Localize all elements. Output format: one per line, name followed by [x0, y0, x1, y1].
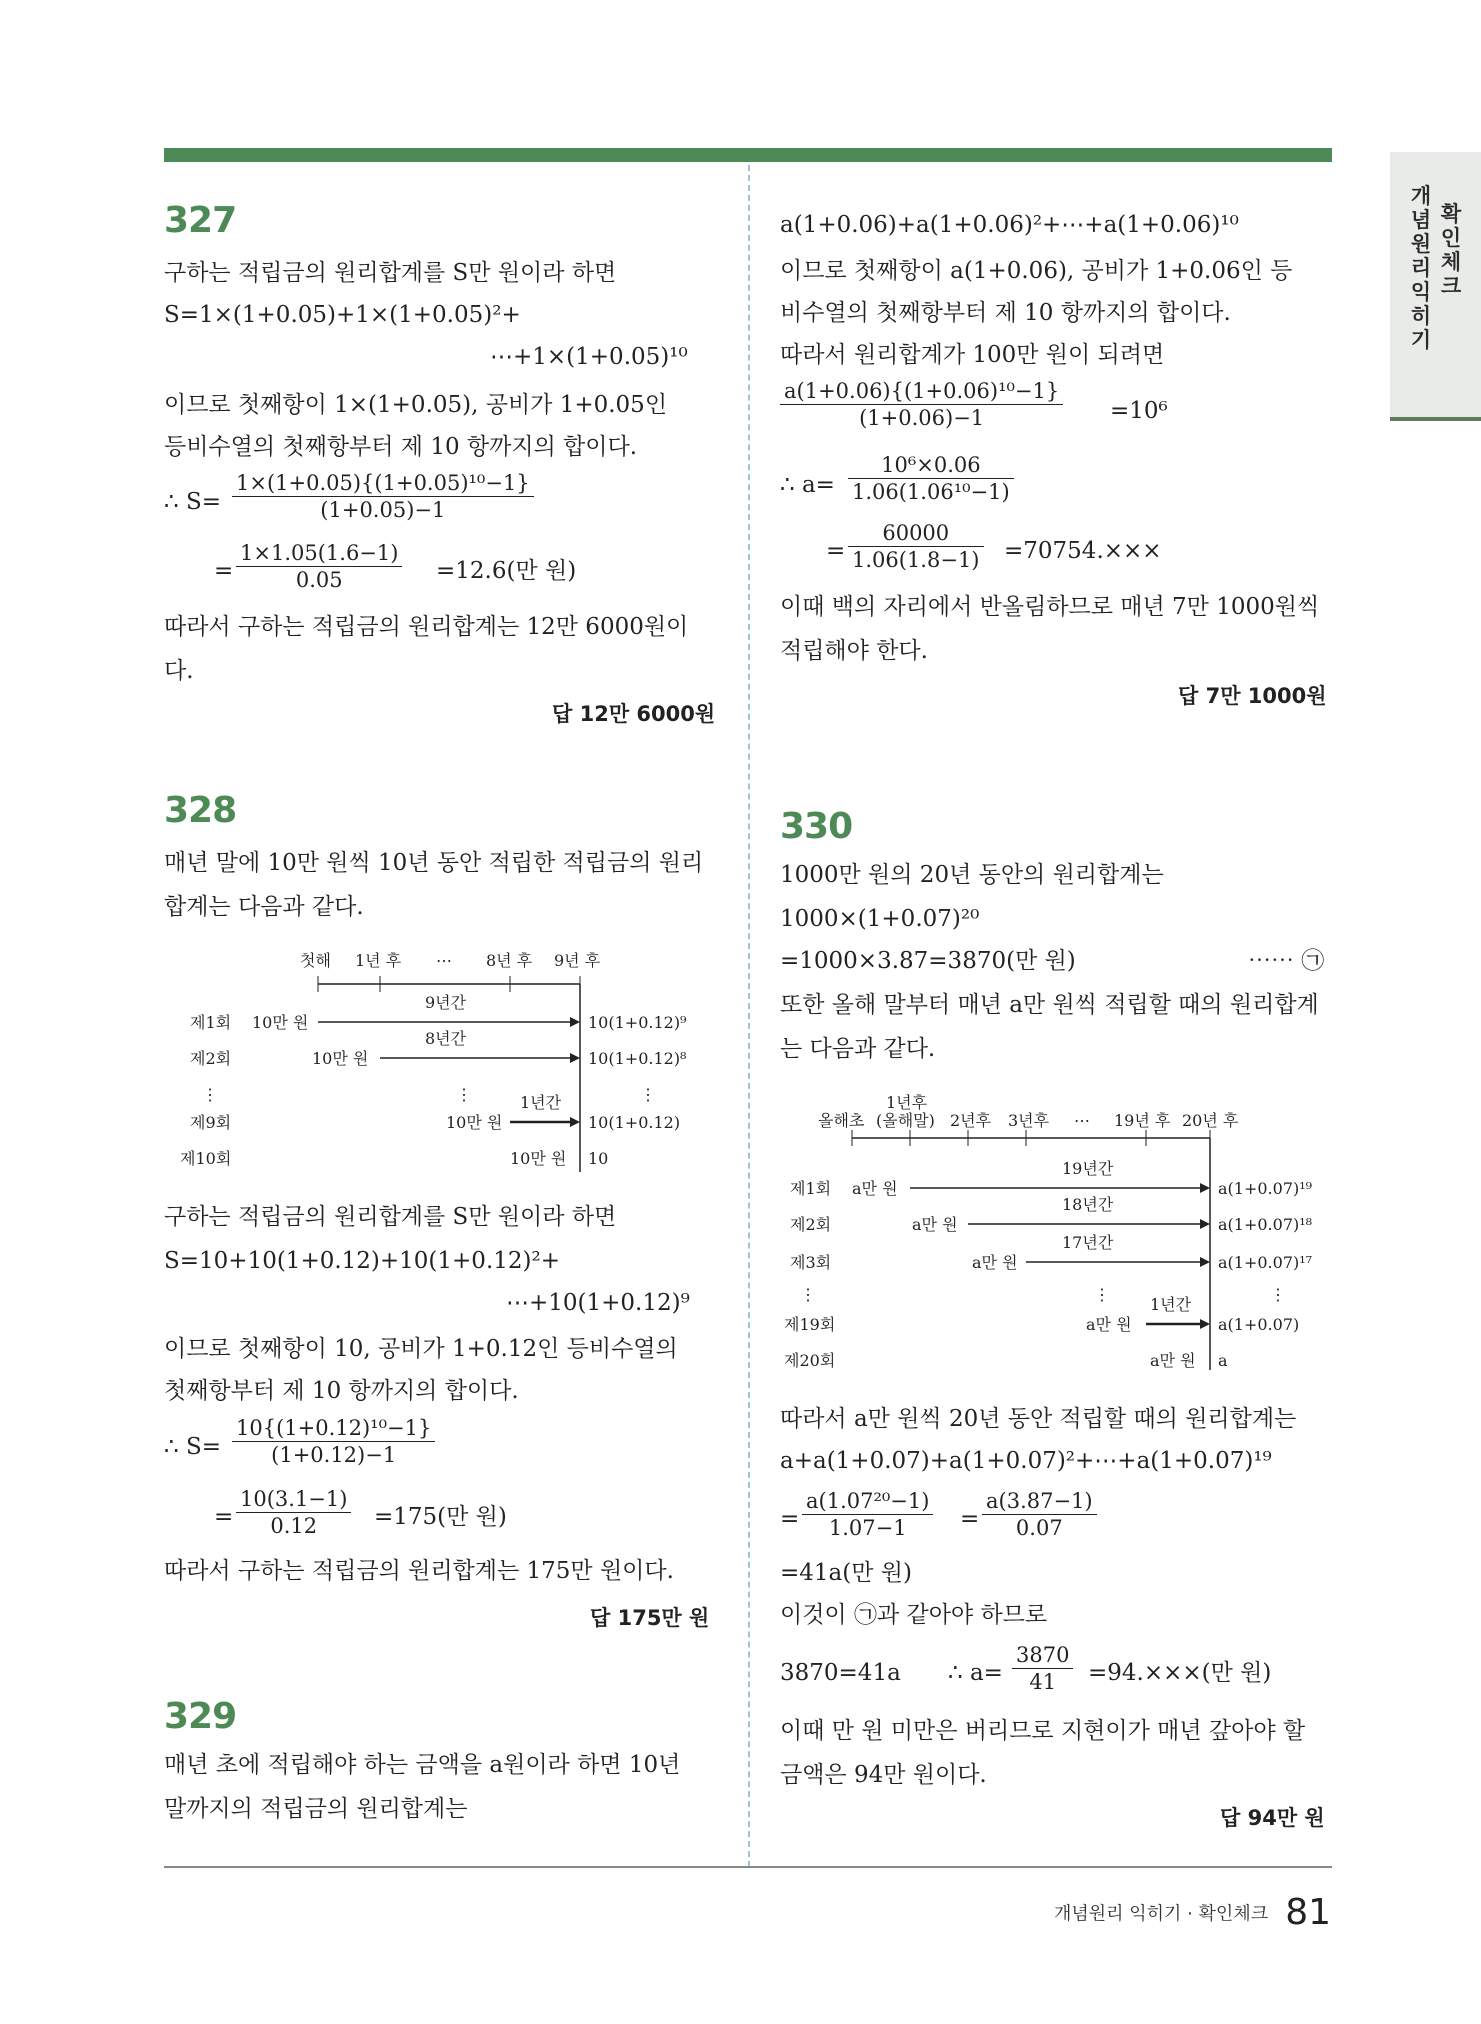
- p330-result-1: a(1+0.07)¹⁸: [1218, 1215, 1313, 1234]
- p328-result-3: 10: [588, 1149, 609, 1168]
- p327-fraction-2-denominator: 0.05: [295, 568, 343, 592]
- p329-fraction-1: [780, 378, 1063, 431]
- p330-fraction-1-denominator: 1.07−1: [828, 1516, 907, 1540]
- p328-row-label-2: ⋮: [202, 1085, 218, 1104]
- p330-formula-1-mid: =: [960, 1506, 980, 1532]
- p330-timeline-label-3: 2년후: [950, 1111, 992, 1130]
- p330-fraction-2-denominator: 41: [1029, 1670, 1057, 1694]
- p329-line-3: a(1+0.06)+a(1+0.06)²+⋯+a(1+0.06)¹⁰: [780, 212, 1239, 238]
- p329-fraction-2-numerator: 10⁶×0.06: [848, 452, 1014, 479]
- p330-row-label-0: 제1회: [790, 1179, 832, 1198]
- column-divider: [748, 165, 750, 1867]
- p328-timeline-label-3: 8년 후: [486, 951, 533, 970]
- p330-row-label-2: 제3회: [790, 1253, 832, 1272]
- p330-formula-2-rhs: =94.×××(만 원): [1088, 1660, 1272, 1686]
- p330-row-label-1: 제2회: [790, 1215, 832, 1234]
- p327-formula-1-lhs: ∴ S=: [164, 489, 221, 515]
- p329-fraction-2-denominator: 1.06(1.06¹⁰−1): [852, 480, 1010, 504]
- p328-timeline-label-4: 9년 후: [554, 951, 601, 970]
- p327-line-1: 구하는 적립금의 원리합계를 S만 원이라 하면: [164, 260, 617, 286]
- p328-fraction-1-numerator: 10{(1+0.12)¹⁰−1}: [232, 1415, 435, 1442]
- p329-line-4: 이므로 첫째항이 a(1+0.06), 공비가 1+0.06인 등: [780, 258, 1293, 284]
- p330-amount-3: a만 원: [1086, 1315, 1132, 1334]
- p329-formula-2-lhs: ∴ a=: [780, 472, 835, 498]
- p327-line-6: 따라서 구하는 적립금의 원리합계는 12만 6000원이: [164, 614, 689, 640]
- p328-span-2: 1년간: [520, 1093, 562, 1112]
- p329-fraction-1-denominator: (1+0.06)−1: [859, 406, 985, 430]
- p330-line-10a: 3870=41a: [780, 1660, 901, 1686]
- p328-line-5: ⋯+10(1+0.12)⁹: [506, 1290, 690, 1316]
- p328-timeline-label-1: 1년 후: [355, 951, 402, 970]
- p330-result-0: a(1+0.07)¹⁹: [1218, 1179, 1313, 1198]
- p329-answer: 답 7만 1000원: [1178, 684, 1327, 708]
- p330-line-4: 또한 올해 말부터 매년 a만 원씩 적립할 때의 원리합계: [780, 992, 1319, 1018]
- p328-line-7: 첫째항부터 제 10 항까지의 합이다.: [164, 1378, 519, 1404]
- p328-formula-2-rhs: =175(만 원): [374, 1504, 507, 1530]
- p330-fraction-1b: [982, 1488, 1097, 1541]
- p328-formula-2-lhs: =: [214, 1504, 234, 1530]
- p330-line-6: 따라서 a만 원씩 20년 동안 적립할 때의 원리합계는: [780, 1406, 1297, 1432]
- p330-line-11: 이때 만 원 미만은 버리므로 지현이가 매년 갚아야 할: [780, 1718, 1306, 1744]
- p330-formula-1-lhs: =: [780, 1506, 800, 1532]
- p328-line-6: 이므로 첫째항이 10, 공비가 1+0.12인 등비수열의: [164, 1336, 678, 1362]
- side-tab-label-1: 개념원리 익히기: [1410, 184, 1432, 352]
- p329-fraction-3-numerator: 60000: [848, 520, 984, 547]
- p328-timeline-diagram: [180, 940, 720, 1180]
- p330-timeline-label-0: 올해초: [818, 1111, 865, 1130]
- p329-line-6: 따라서 원리합계가 100만 원이 되려면: [780, 342, 1165, 368]
- p329-formula-1-rhs: =10⁶: [1110, 398, 1168, 424]
- p327-fraction-1-numerator: 1×(1+0.05){(1+0.05)¹⁰−1}: [232, 470, 534, 497]
- p330-line-5: 는 다음과 같다.: [780, 1036, 936, 1062]
- p328-result-2: 10(1+0.12): [588, 1113, 681, 1132]
- p330-row-label-5: 제20회: [784, 1351, 836, 1370]
- p330-fraction-1b-denominator: 0.07: [1015, 1516, 1063, 1540]
- p330-line-3-marker: ⋯⋯ ㉠: [1248, 948, 1325, 974]
- p328-row-label-1: 제2회: [190, 1049, 232, 1068]
- p328-line-1: 매년 말에 10만 원씩 10년 동안 적립한 적립금의 원리: [164, 850, 704, 876]
- p328-line-8: 따라서 구하는 적립금의 원리합계는 175만 원이다.: [164, 1558, 674, 1584]
- p328-row-label-3: 제9회: [190, 1113, 232, 1132]
- p329-line-7: 이때 백의 자리에서 반올림하므로 매년 7만 1000원씩: [780, 594, 1320, 620]
- footer-section-label: 개념원리 익히기 · 확인체크: [1053, 1903, 1269, 1925]
- p330-line-8: =41a(만 원): [780, 1560, 912, 1586]
- p328-amount-0: 10만 원: [252, 1013, 309, 1032]
- p330-row-label-3: ⋮: [800, 1285, 816, 1304]
- p330-vdots-2: ⋮: [1270, 1285, 1286, 1304]
- p330-vdots-1: ⋮: [1094, 1285, 1110, 1304]
- p330-answer: 답 94만 원: [1220, 1806, 1325, 1830]
- p330-result-4: a: [1218, 1351, 1228, 1370]
- p330-timeline-label-4: 3년후: [1008, 1111, 1050, 1130]
- p330-line-12: 금액은 94만 원이다.: [780, 1762, 987, 1788]
- p330-timeline-label-2: (올해말): [876, 1111, 935, 1130]
- problem-number-329: 329: [164, 1696, 237, 1737]
- p327-formula-2-rhs: =12.6(만 원): [436, 558, 577, 584]
- p330-span-2: 17년간: [1062, 1233, 1114, 1252]
- p328-fraction-2-numerator: 10(3.1−1): [236, 1486, 351, 1513]
- p330-amount-0: a만 원: [852, 1179, 898, 1198]
- problem-number-330: 330: [780, 806, 853, 847]
- p328-vdots-2: ⋮: [640, 1085, 656, 1104]
- p328-result-0: 10(1+0.12)⁹: [588, 1013, 687, 1032]
- p327-fraction-2: [236, 540, 402, 593]
- p328-timeline-label-0: 첫해: [300, 951, 331, 970]
- p327-line-2: S=1×(1+0.05)+1×(1+0.05)²+: [164, 302, 521, 328]
- p330-timeline-diagram: [780, 1088, 1340, 1378]
- p328-fraction-2-denominator: 0.12: [270, 1514, 318, 1538]
- p329-formula-3-lhs: =: [826, 538, 846, 564]
- p327-fraction-2-numerator: 1×1.05(1.6−1): [236, 540, 402, 567]
- p328-fraction-1-denominator: (1+0.12)−1: [271, 1443, 397, 1467]
- footer-rule: [164, 1866, 1332, 1868]
- p328-fraction-2: [236, 1486, 351, 1539]
- p328-line-3: 구하는 적립금의 원리합계를 S만 원이라 하면: [164, 1204, 617, 1230]
- p330-timeline-label-7: 20년 후: [1182, 1111, 1239, 1130]
- page-footer: [1054, 1892, 1331, 1933]
- p328-formula-1-lhs: ∴ S=: [164, 1434, 221, 1460]
- p328-row-label-4: 제10회: [180, 1149, 232, 1168]
- top-accent-bar: [164, 148, 1332, 162]
- p330-timeline-label-5: ⋯: [1074, 1111, 1090, 1130]
- side-section-tab: [1390, 152, 1481, 421]
- p330-fraction-1: [802, 1488, 933, 1541]
- p330-amount-1: a만 원: [912, 1215, 958, 1234]
- p327-line-7: 다.: [164, 658, 194, 684]
- p330-line-9: 이것이 ㉠과 같아야 하므로: [780, 1602, 1048, 1628]
- p329-formula-3-rhs: =70754.×××: [1004, 538, 1162, 564]
- p328-timeline-label-2: ⋯: [436, 951, 452, 970]
- p328-span-1: 8년간: [425, 1029, 467, 1048]
- p330-amount-4: a만 원: [1150, 1351, 1196, 1370]
- p330-timeline-label-6: 19년 후: [1114, 1111, 1171, 1130]
- p330-fraction-2-numerator: 3870: [1012, 1642, 1073, 1669]
- p330-span-0: 19년간: [1062, 1159, 1114, 1178]
- side-tab-label-2: 확인체크: [1440, 202, 1462, 298]
- p329-fraction-2: [848, 452, 1014, 505]
- p327-fraction-1-denominator: (1+0.05)−1: [320, 498, 446, 522]
- p330-line-3: =1000×3.87=3870(만 원): [780, 948, 1076, 974]
- p330-result-3: a(1+0.07): [1218, 1315, 1300, 1334]
- p328-amount-1: 10만 원: [312, 1049, 369, 1068]
- p330-span-1: 18년간: [1062, 1195, 1114, 1214]
- p329-fraction-3: [848, 520, 984, 573]
- p327-formula-2-lhs: =: [214, 558, 234, 584]
- p327-line-4: 이므로 첫째항이 1×(1+0.05), 공비가 1+0.05인: [164, 392, 668, 418]
- p328-line-4: S=10+10(1+0.12)+10(1+0.12)²+: [164, 1248, 560, 1274]
- p330-amount-2: a만 원: [972, 1253, 1018, 1272]
- p330-fraction-2: [1012, 1642, 1073, 1695]
- p329-line-8: 적립해야 한다.: [780, 638, 928, 664]
- p330-fraction-1-numerator: a(1.07²⁰−1): [802, 1488, 933, 1515]
- p328-vdots-1: ⋮: [456, 1085, 472, 1104]
- p329-line-1: 매년 초에 적립해야 하는 금액을 a원이라 하면 10년: [164, 1752, 681, 1778]
- p330-line-10b: ∴ a=: [948, 1660, 1003, 1686]
- p328-fraction-1: [232, 1415, 435, 1468]
- p330-row-label-4: 제19회: [784, 1315, 836, 1334]
- problem-number-328: 328: [164, 790, 237, 831]
- p328-row-label-0: 제1회: [190, 1013, 232, 1032]
- p330-line-1: 1000만 원의 20년 동안의 원리합계는: [780, 862, 1164, 888]
- p330-result-2: a(1+0.07)¹⁷: [1218, 1253, 1313, 1272]
- p329-line-2: 말까지의 적립금의 원리합계는: [164, 1796, 468, 1822]
- p330-fraction-1b-numerator: a(3.87−1): [982, 1488, 1097, 1515]
- p327-line-3: ⋯+1×(1+0.05)¹⁰: [490, 344, 688, 370]
- p330-timeline-label-1: 1년후: [886, 1093, 928, 1112]
- p330-span-3: 1년간: [1150, 1295, 1192, 1314]
- p328-amount-3: 10만 원: [510, 1149, 567, 1168]
- p329-fraction-1-numerator: a(1+0.06){(1+0.06)¹⁰−1}: [780, 378, 1063, 405]
- p328-answer: 답 175만 원: [590, 1606, 710, 1630]
- p327-fraction-1: [232, 470, 534, 523]
- p329-fraction-3-denominator: 1.06(1.8−1): [852, 548, 980, 572]
- p328-result-1: 10(1+0.12)⁸: [588, 1049, 687, 1068]
- p327-answer: 답 12만 6000원: [552, 702, 716, 726]
- p328-amount-2: 10만 원: [446, 1113, 503, 1132]
- p328-span-0: 9년간: [425, 993, 467, 1012]
- p328-line-2: 합계는 다음과 같다.: [164, 894, 364, 920]
- p329-line-5: 비수열의 첫째항부터 제 10 항까지의 합이다.: [780, 300, 1231, 326]
- problem-number-327: 327: [164, 200, 237, 241]
- page-number: 81: [1285, 1892, 1331, 1933]
- p327-line-5: 등비수열의 첫째항부터 제 10 항까지의 합이다.: [164, 434, 638, 460]
- p330-line-7: a+a(1+0.07)+a(1+0.07)²+⋯+a(1+0.07)¹⁹: [780, 1448, 1272, 1474]
- p330-line-2: 1000×(1+0.07)²⁰: [780, 906, 980, 932]
